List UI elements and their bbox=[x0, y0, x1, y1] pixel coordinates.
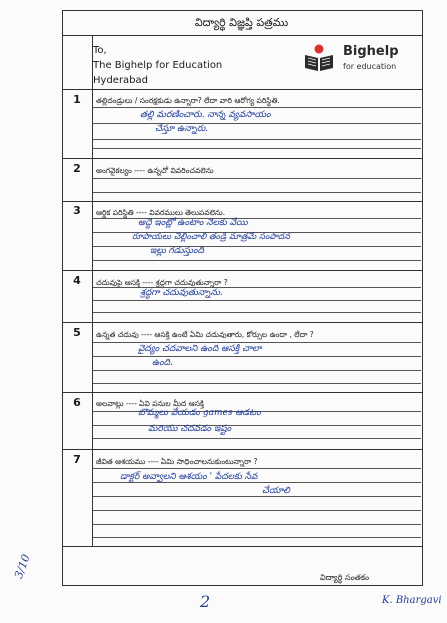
question-number: 2 bbox=[73, 162, 81, 175]
answer-6-line-2: మరియు చదవడం ఇష్టం bbox=[148, 424, 232, 434]
answer-7-line-1: డాక్టర్ అవ్వాలని ఆశయం ' పేదలకు సేవ bbox=[120, 472, 258, 482]
divider bbox=[62, 201, 422, 202]
answer-line bbox=[93, 356, 421, 357]
divider bbox=[62, 89, 422, 90]
answer-line bbox=[93, 342, 421, 343]
divider bbox=[62, 546, 422, 547]
address-line-1: To, bbox=[93, 45, 107, 56]
answer-line bbox=[93, 260, 421, 261]
answer-line bbox=[93, 312, 421, 313]
form-title: విద్యార్థి విజ్ఞప్తి పత్రము bbox=[62, 10, 421, 36]
question-text: ఉన్నత చదువు ---- ఆసక్తి ఉంటే ఏమి చదువుతారు, కోర్సుల ఉందా , లేదా ? bbox=[96, 330, 314, 339]
answer-line bbox=[93, 148, 421, 149]
logo-tagline: for education bbox=[343, 62, 397, 71]
bighelp-logo bbox=[303, 41, 419, 79]
answer-line bbox=[93, 524, 421, 525]
divider bbox=[62, 392, 422, 393]
answer-line bbox=[93, 246, 421, 247]
answer-line bbox=[93, 438, 421, 439]
answer-line bbox=[93, 537, 421, 538]
divider bbox=[62, 158, 422, 159]
initial-mark: 2 bbox=[200, 592, 211, 611]
answer-line bbox=[93, 107, 421, 108]
answer-line bbox=[93, 468, 421, 469]
answer-5-line-2: ఉంది. bbox=[152, 358, 173, 368]
answer-1-line-1: తల్లి మరణించారు. నాన్న వ్యవసాయం bbox=[140, 110, 271, 120]
answer-line bbox=[93, 300, 421, 301]
question-number: 5 bbox=[73, 326, 81, 339]
answer-3-line-3: ఇల్లు గడుస్తుంది bbox=[150, 246, 204, 256]
answer-line bbox=[93, 178, 421, 179]
answer-4-line-1: శ్రద్ధగా చదువుతున్నాను. bbox=[140, 288, 223, 298]
question-number: 4 bbox=[73, 274, 81, 287]
question-text: అలవాట్లు ---- ఏవి పనుల మీద ఆసక్తి bbox=[96, 399, 204, 408]
question-text: అంగవైకల్యం ---- ఉన్నచో వివరించవలెను bbox=[96, 166, 214, 175]
answer-line bbox=[93, 496, 421, 497]
answer-3-line-1: అద్దె ఇంట్లో ఉంటాం నెలకు వేయి bbox=[138, 218, 248, 228]
divider bbox=[62, 449, 422, 450]
question-number: 6 bbox=[73, 396, 81, 409]
book-logo-icon bbox=[303, 43, 335, 73]
stamp-mark: 3/10 bbox=[12, 552, 33, 581]
question-number: 3 bbox=[73, 204, 81, 217]
answer-line bbox=[93, 192, 421, 193]
answer-line bbox=[93, 370, 421, 371]
question-text: జీవిత ఆశయము ---- ఏమి సాధించాలనుకుంటున్నారా ? bbox=[96, 457, 258, 466]
address-line-3: Hyderabad bbox=[93, 75, 148, 86]
divider bbox=[62, 322, 422, 323]
answer-line bbox=[93, 123, 421, 124]
answer-5-line-1: వైద్యం చదవాలని ఉంది ఆసక్తి చాలా bbox=[138, 344, 262, 354]
answer-line bbox=[93, 383, 421, 384]
logo-name: Bighelp bbox=[343, 44, 399, 59]
answer-line bbox=[93, 139, 421, 140]
question-number: 7 bbox=[73, 453, 81, 466]
answer-line bbox=[93, 425, 421, 426]
question-text: ఆర్థిక పరిస్థితి ---- వివరములు తెలుపవలెను. bbox=[96, 208, 226, 217]
number-column-divider bbox=[92, 35, 93, 547]
question-text: తల్లిదండ్రులు / సంరక్షకుడు ఉన్నారా? లేదా వారి ఆరోగ్య పరిస్థితి. bbox=[96, 96, 280, 105]
answer-6-line-1: బొమ్మలు వేయడం games ఆడటం bbox=[138, 408, 261, 418]
divider bbox=[62, 35, 422, 36]
address-line-2: The Bighelp for Education bbox=[93, 60, 223, 71]
signature-label: విద్యార్థి సంతకం bbox=[320, 573, 370, 582]
answer-line bbox=[93, 510, 421, 511]
answer-1-line-2: చేస్తూ ఉన్నారు. bbox=[155, 124, 209, 134]
answer-7-line-2: చేయాలి bbox=[262, 486, 290, 496]
question-text: చదువుపై ఆసక్తి ---- శ్రద్ధగా చదువుతున్నారా ? bbox=[96, 278, 228, 287]
question-number: 1 bbox=[73, 93, 81, 106]
student-signature: K. Bhargavi bbox=[382, 595, 442, 606]
divider bbox=[62, 270, 422, 271]
address-block bbox=[93, 43, 222, 88]
answer-3-line-2: రూపాయలు చెల్లించాలి తండ్రి మాత్రమే సంపాదన bbox=[132, 232, 291, 242]
